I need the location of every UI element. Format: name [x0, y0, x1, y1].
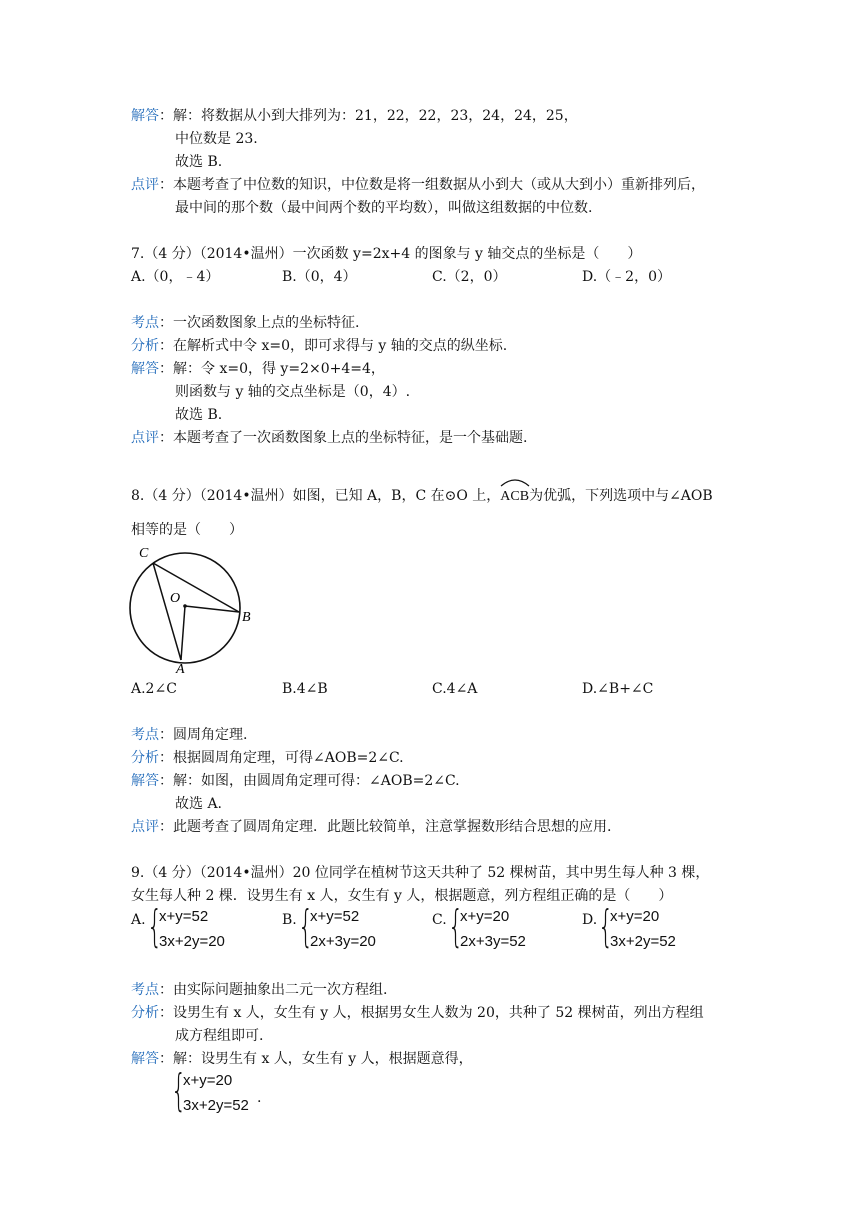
q6-dianping-line2: 最中间的那个数（最中间两个数的平均数），叫做这组数据的中位数. [175, 200, 593, 216]
q9-stem-line2: 女生每人种 2 棵．设男生有 x 人，女生有 y 人，根据题意，列方程组正确的是（ ） [131, 888, 673, 904]
q8-option-d: D.∠B+∠C [582, 681, 654, 697]
q6-jieda-line1: 解答：解：将数据从小到大排列为：21，22，22，23，24，24，25， [131, 108, 578, 124]
q7-option-d: D.（﹣2，0） [582, 269, 671, 285]
q8-stem-line1: 8.（4 分）（2014•温州）如图，已知 A，B，C 在⊙O 上， ACB为优弧，下列选项中与∠AOB [131, 486, 713, 507]
label-a: A [176, 662, 185, 675]
q7-stem: 7.（4 分）（2014•温州）一次函数 y=2x+4 的图象与 y 轴交点的坐标是（ ） [131, 246, 642, 262]
q6-jieda-line3: 故选 B. [175, 154, 223, 170]
q8-jieda-line1: 解答：解：如图，由圆周角定理可得：∠AOB=2∠C. [131, 773, 460, 789]
arc-acb: ACB [500, 486, 529, 507]
segment-ca [153, 563, 181, 660]
q6-jieda-line2: 中位数是 23. [175, 131, 258, 147]
q7-jieda-line1: 解答：解：令 x=0，得 y=2×0+4=4， [131, 361, 385, 377]
q8-jieda-line2: 故选 A. [175, 796, 223, 812]
q8-dianping: 点评：此题考查了圆周角定理．此题比较简单，注意掌握数形结合思想的应用. [131, 819, 612, 835]
q9-fenxi-line2: 成方程组即可. [175, 1028, 264, 1044]
q9-stem-line1: 9.（4 分）（2014•温州）20 位同学在植树节这天共种了 52 棵树苗，其中男生每人种 3 棵， [131, 865, 710, 881]
q7-option-c: C.（2，0） [432, 269, 507, 285]
q9-kaodian: 考点：由实际问题抽象出二元一次方程组. [131, 982, 388, 998]
segment-oa [181, 606, 185, 660]
q6-jieda-label: 解答 [131, 108, 159, 124]
q7-dianping: 点评：本题考查了一次函数图象上点的坐标特征，是一个基础题. [131, 430, 528, 446]
q6-dianping-label: 点评 [131, 177, 159, 193]
q9-jieda: 解答：解：设男生有 x 人，女生有 y 人，根据题意得， [131, 1051, 473, 1067]
q7-option-a: A.（0，﹣4） [131, 269, 220, 285]
q7-jieda-line2: 则函数与 y 轴的交点坐标是（0，4）. [175, 384, 411, 400]
q7-option-b: B.（0，4） [282, 269, 357, 285]
label-b: B [242, 610, 251, 625]
q7-kaodian: 考点：一次函数图象上点的坐标特征. [131, 315, 360, 331]
q8-kaodian: 考点：圆周角定理. [131, 727, 248, 743]
q8-stem-line2: 相等的是（ ） [131, 522, 243, 538]
label-o: O [170, 591, 181, 606]
q8-fenxi: 分析：根据圆周角定理，可得∠AOB=2∠C. [131, 750, 404, 766]
q8-option-a: A.2∠C [131, 681, 177, 697]
q9-answer-system: { x+y=20 3x+2y=52 . [171, 1065, 262, 1116]
q6-dianping-line1: 点评：本题考查了中位数的知识，中位数是将一组数据从小到大（或从大到小）重新排列后， [131, 177, 705, 193]
q7-jieda-line3: 故选 B. [175, 407, 223, 423]
label-c: C [139, 546, 149, 561]
q8-option-b: B.4∠B [282, 681, 328, 697]
q7-fenxi: 分析：在解析式中令 x=0，即可求得与 y 轴的交点的纵坐标. [131, 338, 508, 354]
q9-fenxi-line1: 分析：设男生有 x 人，女生有 y 人，根据男女生人数为 20，共种了 52 棵树苗，列出方程组 [131, 1005, 704, 1021]
circle-figure [125, 540, 265, 675]
center-point [183, 604, 187, 608]
q8-option-c: C.4∠A [432, 681, 478, 697]
